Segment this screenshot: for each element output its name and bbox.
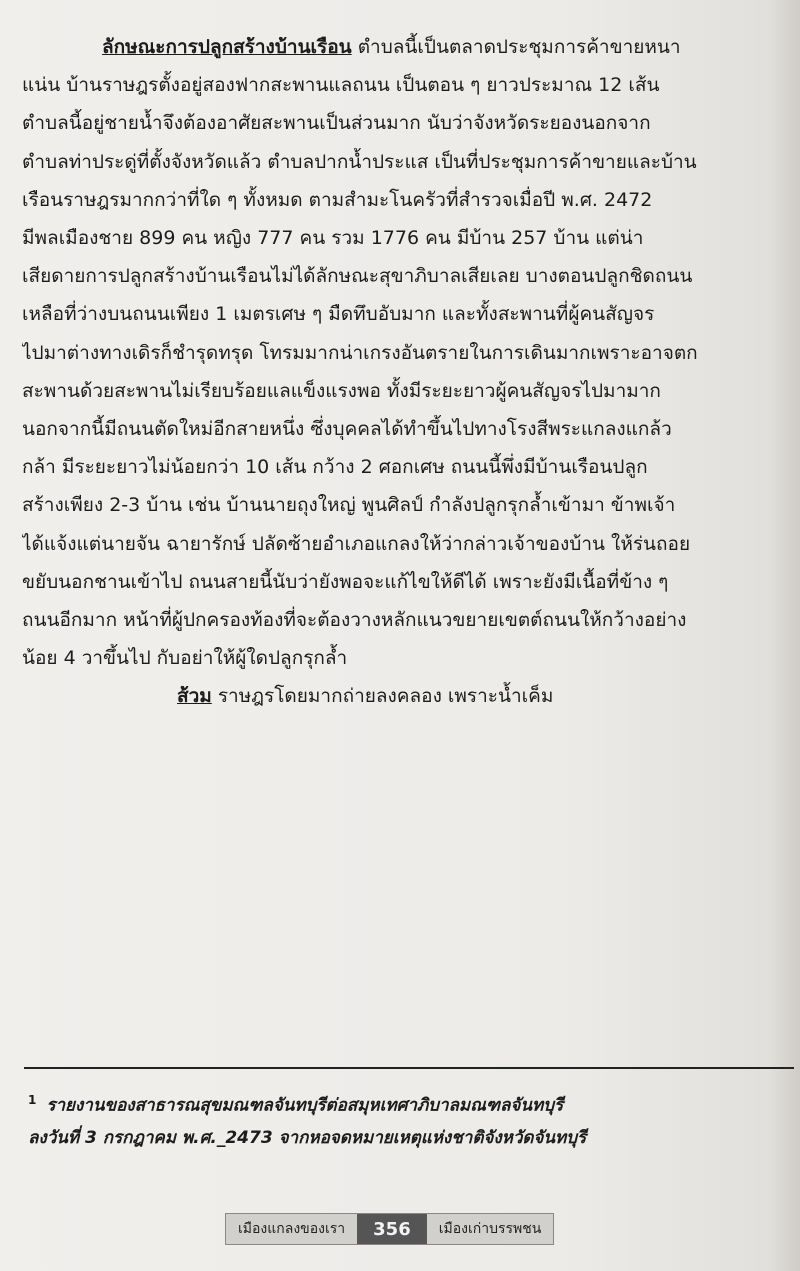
text-line: ขยับนอกชานเข้าไป ถนนสายนี้นับว่ายังพอจะแก้ไขให้ดีได้ เพราะยังมีเนื้อที่ข้าง ๆ: [22, 570, 669, 593]
footnote-line-1: [28, 1084, 788, 1122]
text-line: ได้แจ้งแต่นายจัน ฉายารักษ์ ปลัดซ้ายอำเภอแกลงให้ว่ากล่าวเจ้าของบ้าน ให้ร่นถอย: [22, 532, 691, 555]
subsection-text: ราษฎรโดยมากถ่ายลงคลอง เพราะน้ำเค็ม: [217, 685, 554, 708]
footer-section-title: เมืองเก่าบรรพชน: [427, 1214, 554, 1244]
footer-book-title: เมืองแกลงของเรา: [226, 1214, 357, 1244]
footnote-line-2: ลงวันที่ 3 กรกฎาคม พ.ศ._2473 จากหอจดหมายเหตุแห่งชาติจังหวัดจันทบุรี: [28, 1127, 587, 1148]
text-line: สร้างเพียง 2-3 บ้าน เช่น บ้านนายถุงใหญ่ พูนศิลป์ กำลังปลูกรุกล้ำเข้ามา ข้าพเจ้า: [22, 494, 676, 517]
text-line: ถนนอีกมาก หน้าที่ผู้ปกครองท้องที่จะต้องวางหลักแนวขยายเขตต์ถนนให้กว้างอย่าง: [22, 609, 687, 632]
text-line: มีพลเมืองชาย 899 คน หญิง 777 คน รวม 1776 คน มีบ้าน 257 บ้าน แต่น่า: [22, 227, 644, 250]
text-line: เสียดายการปลูกสร้างบ้านเรือนไม่ได้ลักษณะสุขาภิบาลเสียเลย บางตอนปลูกชิดถนน: [22, 265, 693, 288]
text-line: เหลือที่ว่างบนถนนเพียง 1 เมตรเศษ ๆ มืดทึบอับมาก และทั้งสะพานที่ผู้คนสัญจร: [22, 303, 655, 326]
footnote: [28, 1084, 788, 1154]
text-line: กล้า มีระยะยาวไม่น้อยกว่า 10 เส้น กว้าง 2 ศอกเศษ ถนนนี้พึ่งมีบ้านเรือนปลูก: [22, 456, 648, 479]
page-footer: [225, 1213, 554, 1245]
text-line: ตำบลท่าประดู่ที่ตั้งจังหวัดแล้ว ตำบลปากน้ำประแส เป็นที่ประชุมการค้าขายและบ้าน: [22, 150, 697, 173]
text-line: น้อย 4 วาขึ้นไป กับอย่าให้ผู้ใดปลูกรุกล้ำ: [22, 647, 348, 670]
text-line: ไปมาต่างทางเดิรก็ชำรุดทรุด โทรมมากน่าเกรงอันตรายในการเดินมากเพราะอาจตก: [22, 341, 698, 364]
page-number: 356: [357, 1214, 427, 1244]
text-line: เรือนราษฎรมากกว่าที่ใด ๆ ทั้งหมด ตามสำมะโนครัวที่สำรวจเมื่อปี พ.ศ. 2472: [22, 188, 653, 211]
text-line: ตำบลนี้อยู่ชายน้ำจึงต้องอาศัยสะพานเป็นส่วนมาก นับว่าจังหวัดระยองนอกจาก: [22, 112, 651, 135]
paragraph-first-line: [22, 28, 792, 66]
heading-continuation: ตำบลนี้เป็นตลาดประชุมการค้าขายหนา: [357, 36, 681, 58]
footnote-text-1: รายงานของสาธารณสุขมณฑลจันทบุรีต่อสมุหเทศาภิบาลมณฑลจันทบุรี: [46, 1095, 564, 1116]
subsection-heading: ส้วม: [177, 685, 212, 708]
text-line: แน่น บ้านราษฎรตั้งอยู่สองฟากสะพานแลถนน เป็นตอน ๆ ยาวประมาณ 12 เส้น: [22, 74, 660, 97]
section-heading: ลักษณะการปลูกสร้างบ้านเรือน: [102, 36, 352, 58]
body-text: [22, 28, 792, 716]
footnote-divider: [24, 1067, 794, 1069]
footnote-number: 1: [28, 1093, 37, 1107]
text-line: สะพานด้วยสะพานไม่เรียบร้อยแลแข็งแรงพอ ทั้งมีระยะยาวผู้คนสัญจรไปมามาก: [22, 379, 661, 402]
subsection-line: [22, 677, 792, 715]
text-line: นอกจากนี้มีถนนตัดใหม่อีกสายหนึ่ง ซึ่งบุคคลได้ทำขึ้นไปทางโรงสีพระแกลงแกล้ว: [22, 418, 672, 441]
